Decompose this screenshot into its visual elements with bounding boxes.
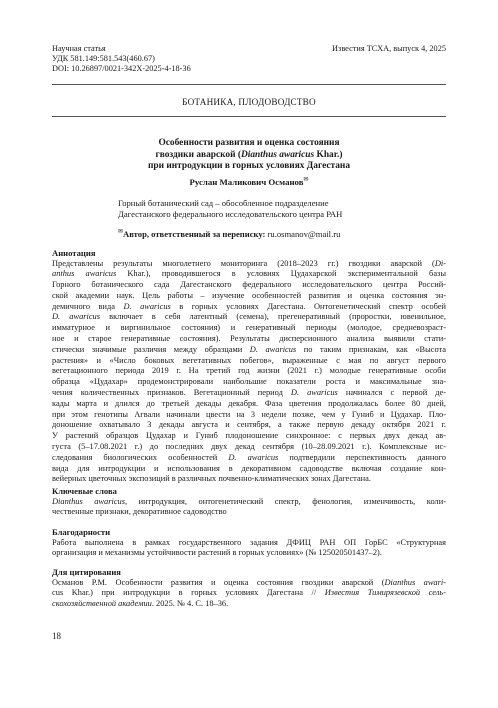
abstract-line: густа (5–17.08.2021 г.) до последних двух декад сентября (10–28.09.2021 г.). Комплексные ис- (52, 442, 446, 452)
acknowledgments (52, 527, 446, 559)
citation-heading: Для цитирования (52, 567, 121, 577)
abstract-line: вейерных цветочных экспозиций в различных почвенно-климатических зонах Дагестана. (52, 474, 371, 484)
abstract-line: имматурное и виргинильное состояния) и генеративный периоды (молодое, средневозраст- (52, 323, 446, 333)
article-type: Научная статья (52, 44, 106, 53)
citation-line: Османов Р.М. Особенности развития и оценка состояния гвоздики аварской (Dianthus awari- (52, 577, 446, 587)
top-rule (52, 84, 446, 85)
author-name: Руслан Маликович Османов (189, 176, 304, 187)
abstract-line: Представлены результаты многолетнего мониторинга (2018–2023 гг.) гвоздики аварской (Di- (52, 258, 446, 268)
abstract-line: anthus awaricus Khar.), проводившегося в условиях Цудахарской экспериментальной базы (52, 269, 446, 279)
abstract-line: D. awaricus включает в себя латентный (семена), прегенеративный (проростки, ювенильное, (52, 312, 446, 322)
citation-line: скохозяйственной академии. 2025. № 4. С. 18–36. (52, 599, 229, 609)
keywords-heading: Ключевые слова (52, 486, 117, 496)
abstract-line: доношение охватывало 3 декады августа и сентября, а также первую декаду октября 2021 г. (52, 420, 446, 430)
doi[interactable]: DOI: 10.26897/0021-342X-2025-4-18-36 (52, 64, 191, 73)
abstract-line: вида для интродукции и использования в декоративном садоводстве включая создание кон- (52, 463, 446, 473)
citation (52, 567, 446, 610)
envelope-icon: ✉ (303, 177, 309, 183)
envelope-icon: ✉ (118, 229, 124, 235)
acknowledgments-text (52, 538, 446, 560)
keywords-line: Dianthus awaricus, интродукция, онтогенетический спектр, фенология, изменчивость, коли- (52, 496, 446, 506)
abstract-text (52, 259, 446, 486)
keywords-line: чественные признаки, декоративное садоводство (52, 507, 227, 517)
abstract-line: ской академии наук. Цель работы – изучение особенностей развития и оценка состояния эн- (52, 290, 446, 300)
abstract (52, 248, 446, 485)
abstract-line: ное и старое генеративные состояния). Результаты дисперсионного анализа выявили стати- (52, 334, 446, 344)
article-title (52, 138, 446, 173)
author (52, 176, 446, 187)
abstract-heading: Аннотация (52, 248, 96, 258)
abstract-line: растения» и «Число боковых вегетативных побегов», выраженные с мая по август первого (52, 355, 446, 365)
abstract-line: вегетационного периода 2019 г. На третий год жизни (2021 г.) молодые генеративные особи (52, 366, 446, 376)
acknowledgments-line: Работа выполнена в рамках государственного задания ДФИЦ РАН ОП ГорБС «Структурная (52, 537, 446, 547)
section-rule (52, 116, 446, 117)
title-line-1: Особенности развития и оценка состояния (158, 138, 340, 148)
keywords-text (52, 497, 446, 519)
section-heading: БОТАНИКА, ПЛОДОВОДСТВО (182, 97, 316, 107)
title-line-3: при интродукции в горных условиях Дагестана (147, 161, 351, 171)
abstract-line: У растений образцов Цудахар и Гуниб плодоношение синхронное: с первых двух декад ав- (52, 431, 446, 441)
abstract-line: при этом генотипы Агвали начинали цвести на 3 недели позже, чем у Гуниб и Цудахар. Пло- (52, 409, 446, 419)
abstract-line: Горного ботанического сада Дагестанского федерального исследовательского центра Россий- (52, 280, 446, 290)
journal-issue: Известия ТСХА, выпуск 4, 2025 (332, 44, 446, 53)
keywords (52, 486, 446, 518)
correspondence-label: Автор, ответственный за переписку: (123, 228, 266, 239)
title-line-2: гвоздики аварской (Dianthus awaricus Khar.) (155, 149, 343, 160)
abstract-line: демичного вида D. awaricus в горных условиях Дагестана. Онтогенетический спектр особей (52, 301, 446, 311)
affiliation-line: Горный ботанический сад – обособленное подразделение (118, 198, 329, 208)
correspondence (118, 228, 340, 239)
page-number: 18 (52, 631, 61, 641)
abstract-line: чения количественных признаков. Вегетационный период D. awaricus начинался с первой де- (52, 388, 446, 398)
acknowledgments-heading: Благодарности (52, 527, 111, 537)
acknowledgments-line: организация и механизмы устойчивости растений в горных условиях» (№ 125020501437–2). (52, 548, 382, 558)
citation-line: cus Khar.) при интродукции в горных условиях Дагестана // Известия Тимирязевской сель- (52, 588, 447, 598)
affiliation-line: Дагестанского федерального исследовательского центра РАН (118, 208, 343, 219)
affiliation (118, 198, 342, 219)
author-email[interactable]: ru.osmanov@mail.ru (267, 228, 341, 239)
abstract-line: образца «Цудахар» продемонстрировали наибольшие показатели роста и максимальные зна- (52, 377, 446, 387)
article-meta (52, 44, 191, 74)
abstract-line: следования биологических особенностей D. awaricus подтвердили перспективность данного (52, 452, 446, 462)
abstract-line: кады марта и длился до третьей декады декабря. Фаза цветения продолжалась более 80 дней, (52, 398, 446, 408)
citation-text (52, 578, 446, 610)
udc-code: УДК 581.149:581.543(460.67) (52, 54, 155, 63)
abstract-line: стически значимые различия между образцами D. awaricus по таким признакам, как «Высота (52, 344, 447, 354)
